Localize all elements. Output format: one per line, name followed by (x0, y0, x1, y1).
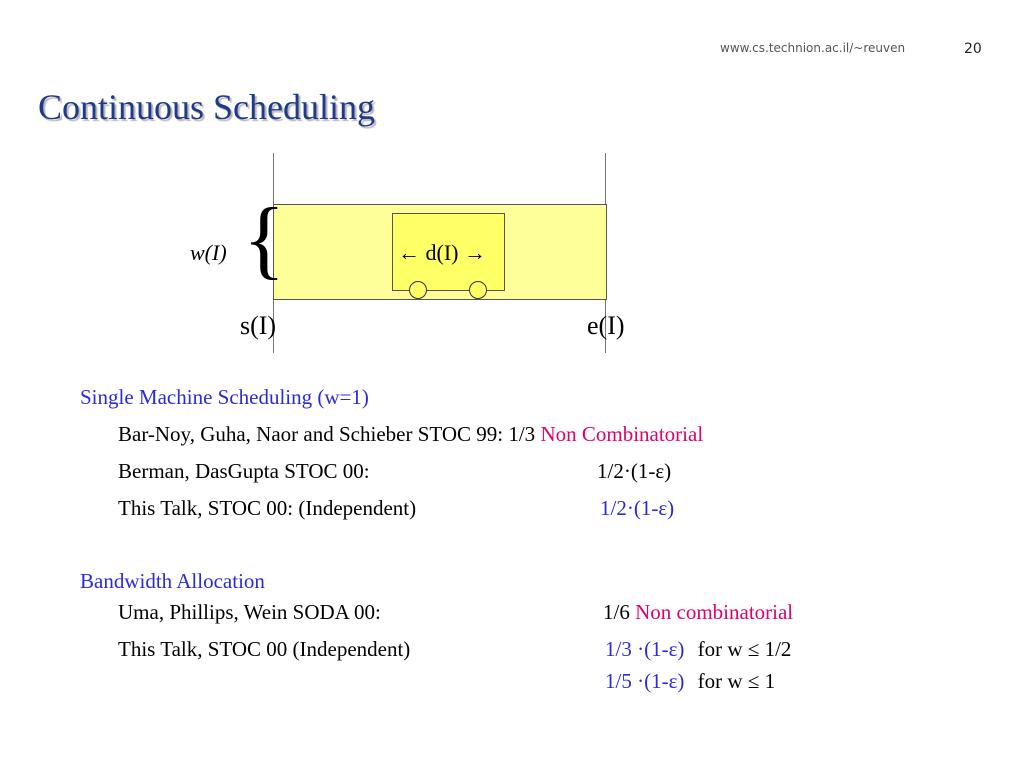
row-ratio: 1/3 (508, 422, 536, 446)
row-condition: for w ≤ 1/2 (697, 637, 792, 661)
left-wheel (409, 281, 427, 299)
row-this-talk-2-ratio (605, 637, 791, 662)
bandwidth-heading: Bandwidth Allocation (80, 569, 265, 593)
row-uma (118, 600, 381, 625)
single-machine-heading: Single Machine Scheduling (w=1) (80, 385, 369, 409)
width-brace: { (243, 191, 286, 288)
start-label: s(I) (240, 311, 277, 340)
duration-label: ← d(I) → (398, 240, 486, 265)
width-label: w(I) (190, 240, 227, 265)
row-ratio: 1/3 ·(1-ε) (605, 637, 685, 661)
row-name: This Talk, STOC 00 (Independent) (118, 637, 411, 661)
row-ratio: 1/6 (603, 600, 630, 624)
row-name: This Talk, STOC 00: (Independent) (118, 496, 417, 520)
row-note: Non Combinatorial (540, 422, 704, 446)
end-label: e(I) (587, 311, 625, 340)
row-name: Berman, DasGupta STOC 00: (118, 459, 370, 483)
row-uma-ratio (603, 600, 793, 625)
row-name: Uma, Phillips, Wein SODA 00: (118, 600, 381, 624)
row-this-talk-1-ratio: 1/2·(1-ε) (600, 496, 675, 520)
interval-diagram (0, 0, 1024, 380)
row-berman (118, 459, 370, 484)
row-berman-ratio: 1/2·(1-ε) (597, 459, 672, 483)
row-note: Non combinatorial (635, 600, 794, 624)
row-this-talk-3-ratio (605, 669, 775, 694)
slide-title: Continuous Scheduling (38, 87, 376, 127)
row-ratio: 1/5 ·(1-ε) (605, 669, 685, 693)
row-bar-noy (118, 422, 703, 447)
row-this-talk-2 (118, 637, 410, 662)
row-condition: for w ≤ 1 (697, 669, 776, 693)
row-name: Bar-Noy, Guha, Naor and Schieber STOC 99: (118, 422, 504, 446)
source-url: www.cs.technion.ac.il/~reuven (720, 41, 906, 55)
page-number: 20 (964, 41, 982, 57)
right-wheel (469, 281, 487, 299)
row-this-talk-1 (118, 496, 416, 521)
